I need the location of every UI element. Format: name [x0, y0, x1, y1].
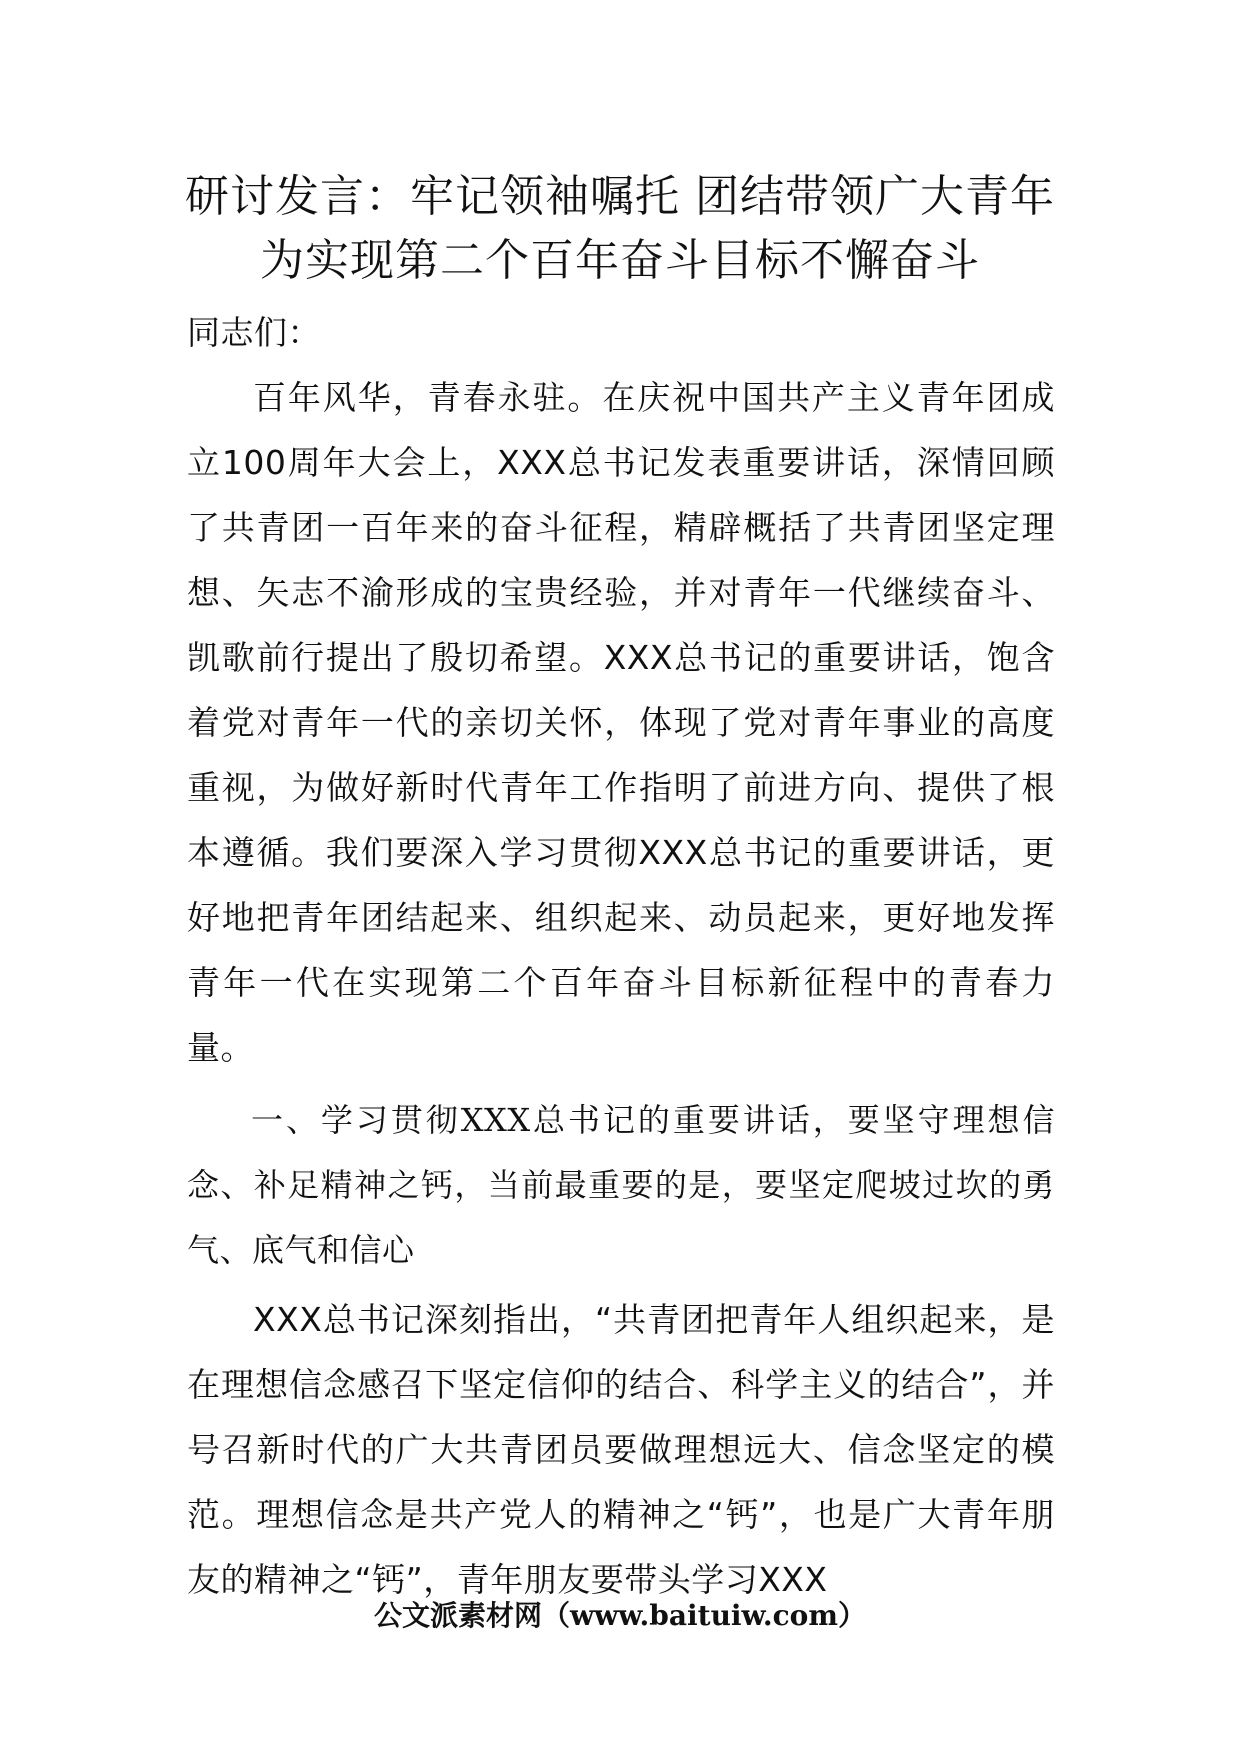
section-paragraph: XXX总书记深刻指出，“共青团把青年人组织起来，是在理想信念感召下坚定信仰的结合、科学主义的结合”，并号召新时代的广大共青团员要做理想远大、信念坚定的模范。理想信念是共产党人的精神之“钙”，也是广大青年朋友的精神之“钙”，青年朋友要带头学习XXX: [187, 1300, 1055, 1599]
document-body: [187, 300, 1055, 1612]
section-heading: 一、学习贯彻XXX总书记的重要讲话，要坚守理想信念、补足精神之钙，当前最重要的是，要坚定爬坡过坎的勇气、底气和信心: [187, 1101, 1055, 1269]
document-title: 研讨发言：牢记领袖嘱托 团结带领广大青年为实现第二个百年奋斗目标不懈奋斗: [185, 171, 1055, 286]
salutation: 同志们：: [187, 313, 321, 352]
intro-paragraph: 百年风华，青春永驻。在庆祝中国共产主义青年团成立100周年大会上，XXX总书记发表重要讲话，深情回顾了共青团一百年来的奋斗征程，精辟概括了共青团坚定理想、矢志不渝形成的宝贵经验，并对青年一代继续奋斗、凯歌前行提出了殷切希望。XXX总书记的重要讲话，饱含着党对青年一代的亲切关怀，体现了党对青年事业的高度重视，为做好新时代青年工作指明了前进方向、提供了根本遵循。我们要深入学习贯彻XXX总书记的重要讲话，更好地把青年团结起来、组织起来、动员起来，更好地发挥青年一代在实现第二个百年奋斗目标新征程中的青春力量。: [187, 378, 1055, 1067]
footer-watermark: 公文派素材网（www.baituiw.com）: [374, 1599, 866, 1632]
